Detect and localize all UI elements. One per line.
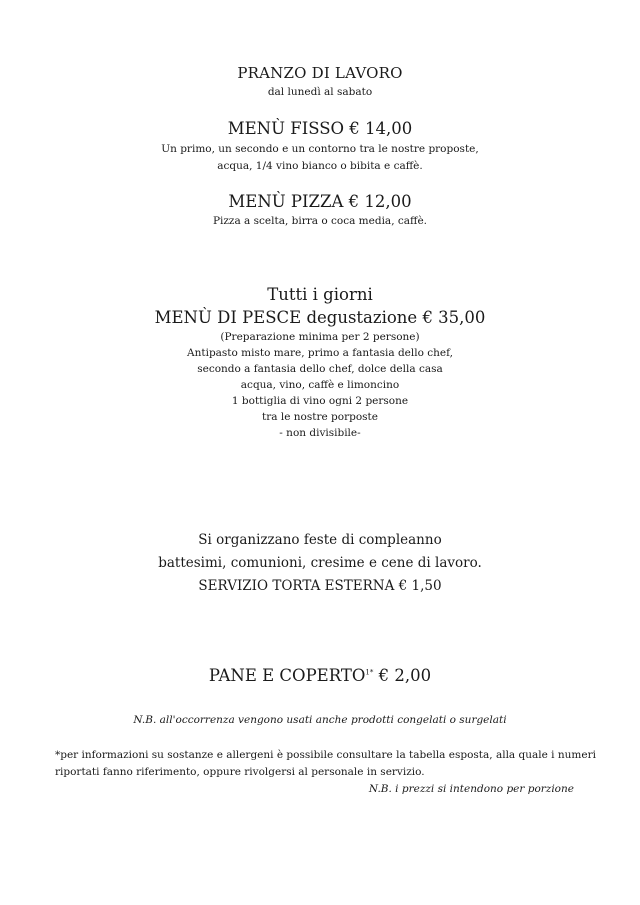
fixed-menu-title: MENÙ FISSO € 14,00 [227,119,413,138]
frozen-note: N.B. all'occorrenza vengono usati anche prodotti congelati o surgelati [133,714,507,726]
cover-price: € 2,00 [378,666,432,685]
fish-menu-line-1: (Preparazione minima per 2 persone) [220,331,420,343]
cover-footnote-mark: 1* [365,668,374,677]
fish-menu-heading: Tutti i giorni [267,285,373,304]
cover-label: PANE E COPERTO [208,666,366,685]
allergens-note-line-1: *per informazioni su sostanze e allergeni è possibile consultare la tabella esposta, alla quale i numeri [55,749,596,761]
allergens-note-line-2: riportati fanno riferimento, oppure rivolgersi al personale in servizio. [55,766,425,778]
fish-menu-line-5: 1 bottiglia di vino ogni 2 persone [231,395,409,407]
fish-menu-line-3: secondo a fantasia dello chef, dolce della casa [197,363,443,375]
events-line-3: SERVIZIO TORTA ESTERNA € 1,50 [198,578,442,594]
lunch-title: PRANZO DI LAVORO [237,64,403,82]
fixed-menu-line-2: acqua, 1/4 vino bianco o bibita e caffè. [217,160,423,172]
pizza-menu-line-1: Pizza a scelta, birra o coca media, caffè. [212,215,428,227]
fish-menu-line-2: Antipasto misto mare, primo a fantasia dello chef, [187,347,453,359]
fish-menu-title: MENÙ DI PESCE degustazione € 35,00 [154,308,486,327]
prices-note: N.B. i prezzi si intendono per porzione [368,783,574,795]
events-line-2: battesimi, comunioni, cresime e cene di lavoro. [158,555,482,571]
fixed-menu-line-1: Un primo, un secondo e un contorno tra le nostre proposte, [161,143,479,155]
events-line-1: Si organizzano feste di compleanno [198,532,442,548]
fish-menu-line-4: acqua, vino, caffè e limoncino [240,379,400,391]
fish-menu-line-7: - non divisibile- [279,427,361,439]
pizza-menu-title: MENÙ PIZZA € 12,00 [228,192,412,211]
lunch-subtitle: dal lunedì al sabato [267,86,373,98]
fish-menu-line-6: tra le nostre porposte [262,411,378,423]
cover-charge [0,666,640,685]
